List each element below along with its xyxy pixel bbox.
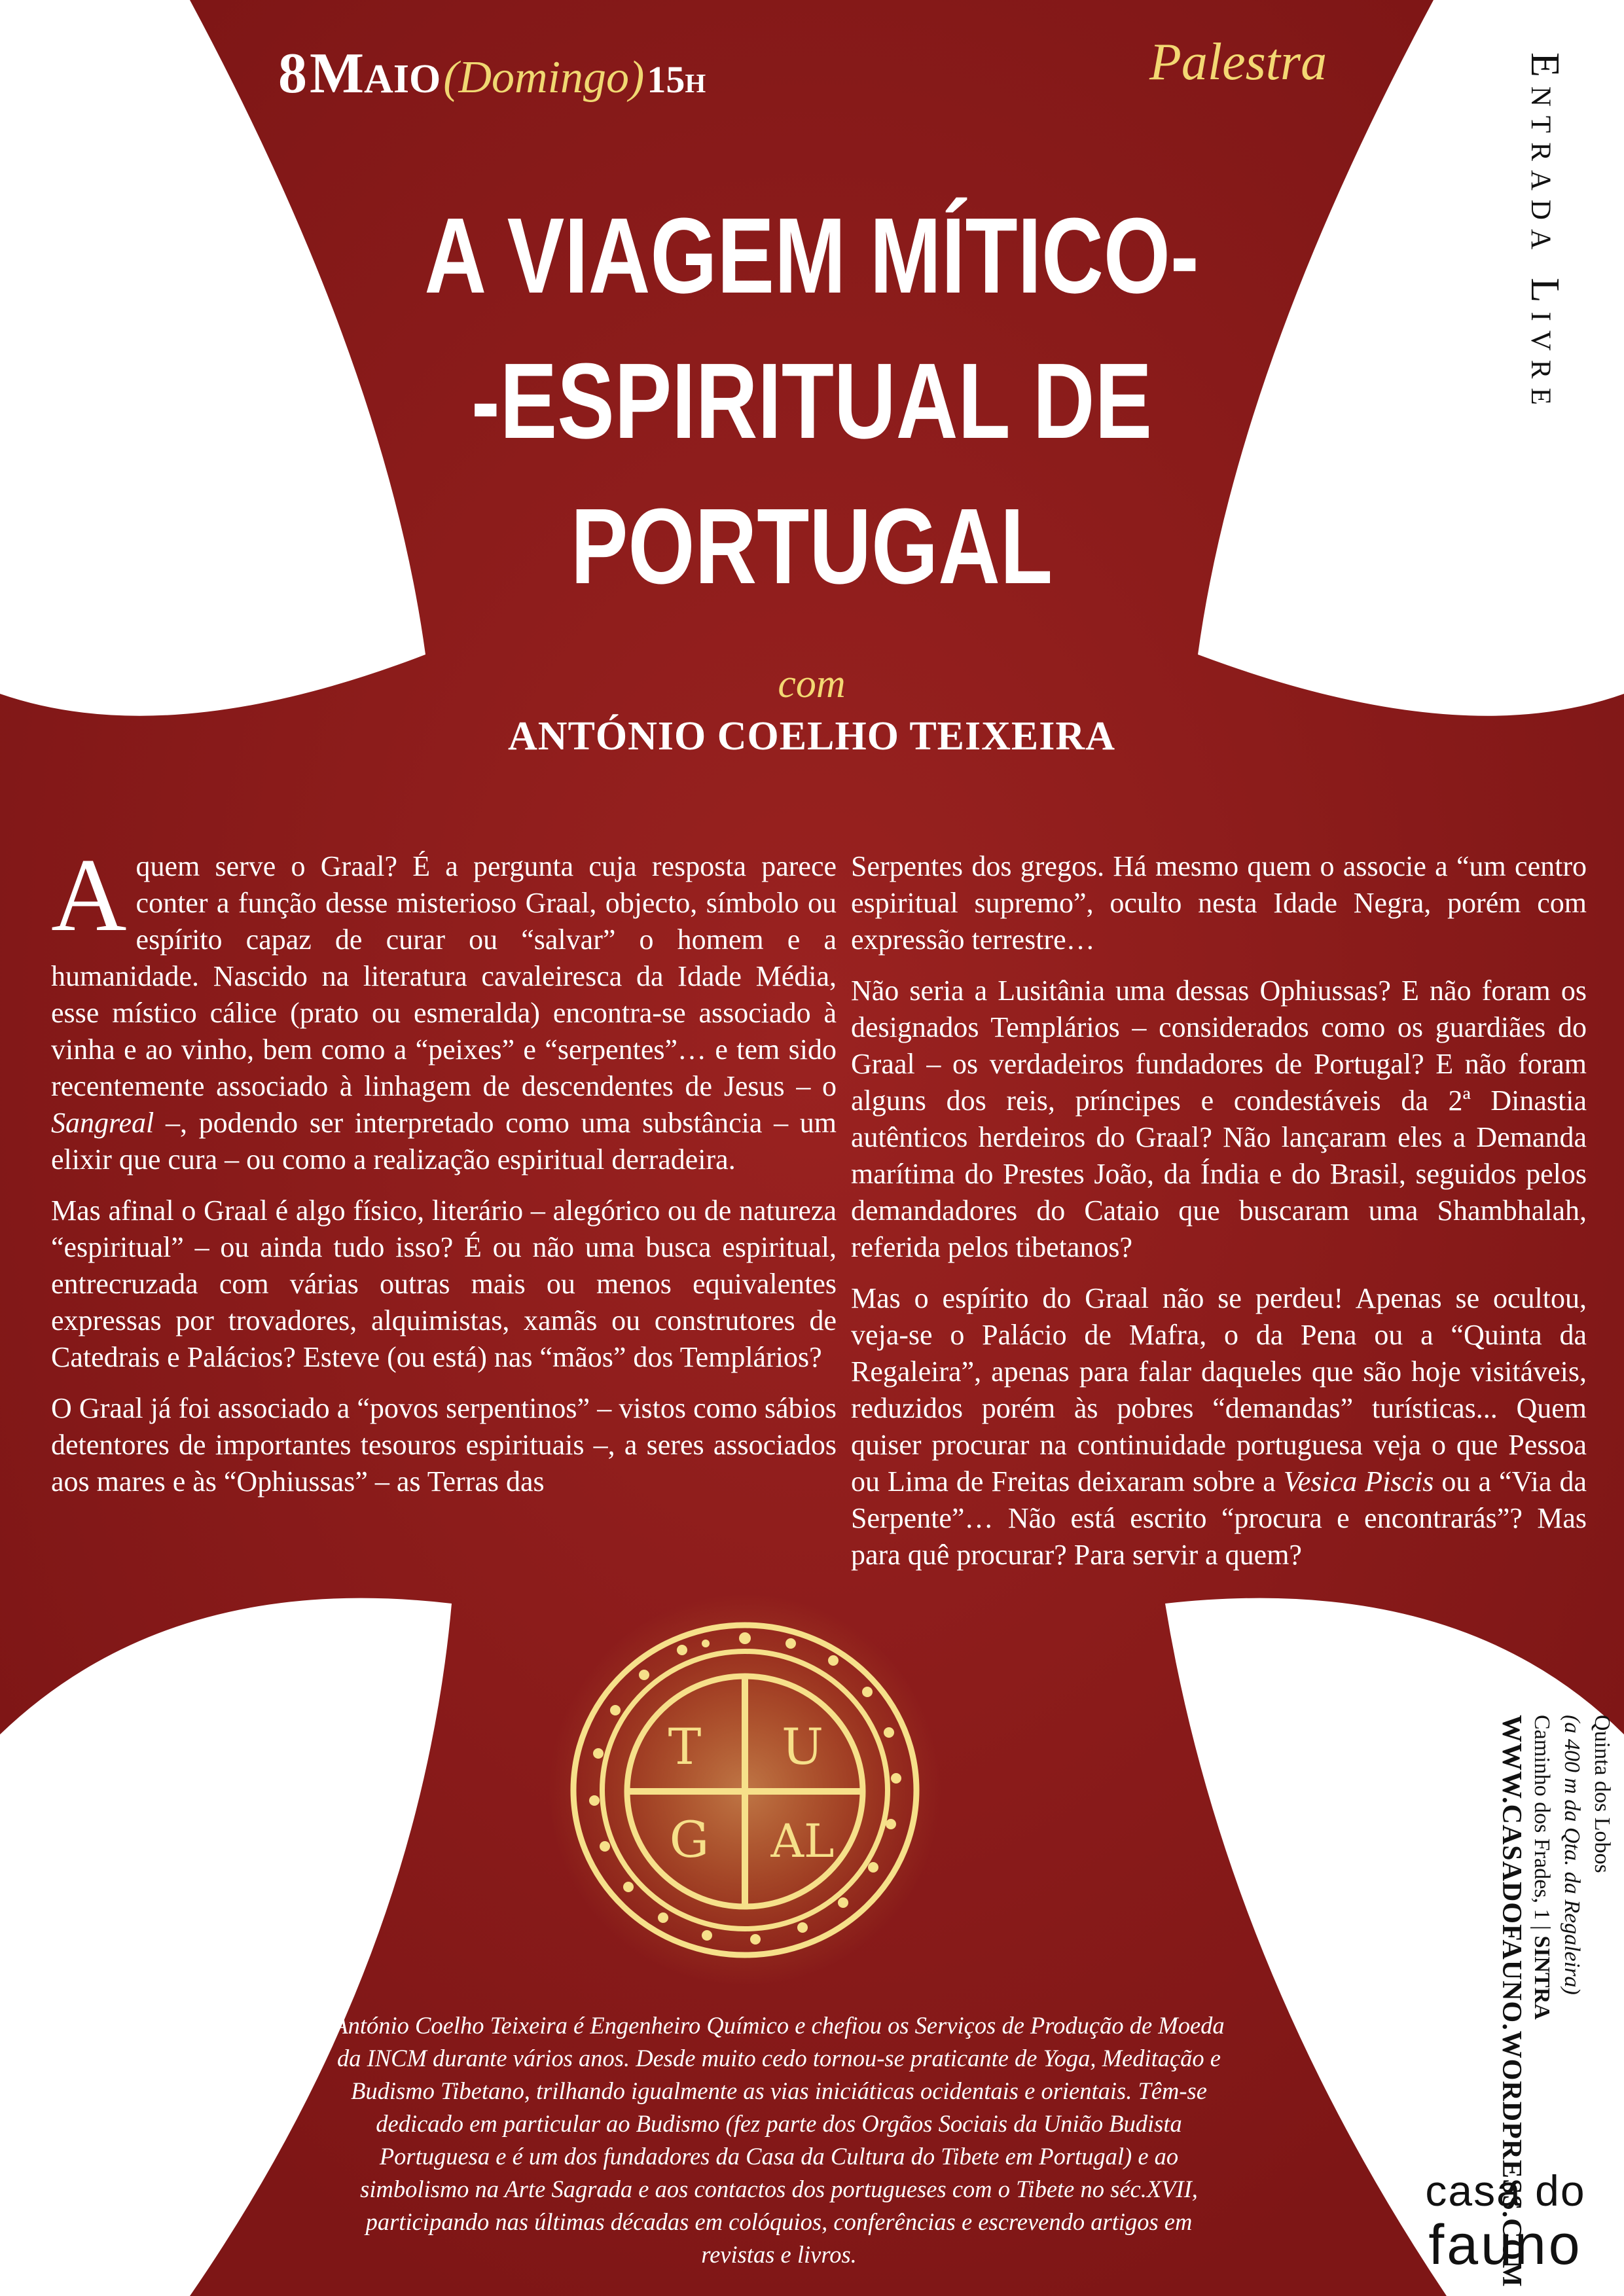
address-line-1: Quinta dos Lobos	[1590, 1715, 1614, 1873]
seal-letter-g: G	[669, 1810, 710, 1869]
paragraph-3: O Graal já foi associado a “povos serpentinos” – vistos como sábios detentores de importantes tesouros espirituais –, a seres associados aos mares e às “Ophiussas” – as Terras das	[51, 1392, 837, 1498]
logo-line-2: fauno	[1428, 2214, 1583, 2276]
body-column-left	[51, 836, 837, 1515]
casa-do-fauno-logo	[1394, 2166, 1617, 2275]
with-label: com	[778, 662, 846, 706]
address-line-2: (a 400 m da Qta. da Regaleira)	[1560, 1715, 1584, 1995]
address-city: SINTRA	[1530, 1935, 1554, 2020]
date-month: Maio	[310, 42, 441, 105]
date-weekday: (Domingo)	[443, 52, 645, 103]
title-line-1: A VIAGEM MÍTICO-	[424, 196, 1199, 315]
paragraph-5: Não seria a Lusitânia uma dessas Ophiussas? E não foram os designados Templários – considerados como os guardiães do Graal – os verdadeiros fundadores de Portugal? E não foram alguns dos reis, príncipes e condestáveis da 2ª Dinastia autênticos herdeiros do Graal? Não lançaram eles a Demanda marítima do Prestes João, da Índia e do Brasil, seguidos pelos demandadores do Cataio que buscaram uma Shambhalah, referida pelos tibetanos?	[851, 975, 1587, 1263]
event-date	[278, 41, 706, 107]
drop-cap: A	[51, 836, 127, 953]
date-day-number: 8	[278, 42, 307, 105]
speaker-bio: António Coelho Teixeira é Engenheiro Químico e chefiou os Serviços de Produção de Moeda da INCM durante vários anos. Desde muito cedo tornou-se praticante de Yoga, Meditação e Budismo Tibetano, trilhando igualmente as vias iniciáticas ocidentais e orientais. Têm-se dedicado em particular ao Budismo (fez parte dos Orgãos Sociais da União Budista Portuguesa e é um dos fundadores da Casa da Cultura do Tibete em Portugal) e ao simbolismo na Arte Sagrada e aos contactos dos portugueses com o Tibete no séc.XVII, participando nas últimas décadas em colóquios, conferências e escrevendo artigos em revistas e livros.	[333, 2012, 1225, 2268]
address-line-3	[1526, 1715, 1557, 2160]
paragraph-6-end: ou a “Via da Serpente”… Não está escrito “procura e encontrarás”? Mas para quê procurar? Para servir a quem?	[851, 1465, 1587, 1571]
free-entrance-text: Entrada Livre	[1523, 52, 1567, 414]
body-column-right	[851, 848, 1587, 1588]
event-category: Palestra	[1149, 33, 1327, 91]
website-link[interactable]: WWW.CASADOFAUNO.WORDPRESS.COM	[1496, 1715, 1526, 2287]
speaker-name: ANTÓNIO COELHO TEIXEIRA	[508, 714, 1115, 759]
seal-letters-al: AL	[770, 1814, 835, 1868]
address-rotated-block	[1496, 1715, 1617, 2287]
paragraph-6	[851, 1280, 1587, 1573]
paragraph-2: Mas afinal o Graal é algo físico, literário – alegórico ou de natureza “espiritual” – ou ainda tudo isso? É ou não uma busca espiritual, entrecruzada com várias outras mais ou menos equivalentes expressas por trovadores, alquimistas, xamãs ou construtores de Catedrais e Palácios? Esteve (ou está) nas “mãos” dos Templários?	[51, 1194, 837, 1373]
title-line-2: -ESPIRITUAL DE	[471, 341, 1152, 461]
seal-letter-t: T	[668, 1717, 702, 1776]
page-title	[393, 183, 1231, 619]
seal-letter-u: U	[781, 1717, 824, 1776]
logo-line-1: casa do	[1425, 2166, 1586, 2215]
tugal-seal-icon	[542, 1587, 948, 1993]
paragraph-4: Serpentes dos gregos. Há mesmo quem o associe a “um centro espiritual supremo”, oculto nesta Idade Negra, porém com expressão terrestre…	[851, 850, 1587, 956]
date-hour: 15h	[647, 58, 706, 101]
paragraph-1	[51, 836, 837, 1178]
vesica-piscis-term: Vesica Piscis	[1283, 1465, 1434, 1498]
paragraph-1-end: –, podendo ser interpretado como uma substância – um elixir que cura – ou como a realização espiritual derradeira.	[51, 1107, 837, 1175]
free-entrance-label	[1502, 52, 1581, 511]
sangreal-term: Sangreal	[51, 1107, 154, 1139]
title-line-3: PORTUGAL	[570, 486, 1053, 606]
address-street: Caminho dos Frades, 1 |	[1530, 1715, 1554, 1936]
paragraph-6-text: Mas o espírito do Graal não se perdeu! Apenas se ocultou, veja-se o Palácio de Mafra, o da Pena ou a “Quinta da Regaleira”, apenas para falar daqueles que são hoje visitáveis, reduzidos porém às pobres “demandas” turísticas... Quem quiser procurar na continuidade portuguesa veja o que Pessoa ou Lima de Freitas deixaram sobre a	[851, 1282, 1587, 1498]
venue-address	[1492, 1715, 1623, 2287]
paragraph-1-text: quem serve o Graal? É a pergunta cuja resposta parece conter a função desse misterioso Graal, objecto, símbolo ou espírito capaz de curar ou “salvar” o homem e a humanidade. Nascido na literatura cavaleiresca da Idade Média, esse místico cálice (prato ou esmeralda) encontra-se associado à vinha e ao vinho, bem como a “peixes” e “serpentes”… e tem sido recentemente associado à linhagem de descendentes de Jesus – o	[51, 850, 837, 1102]
